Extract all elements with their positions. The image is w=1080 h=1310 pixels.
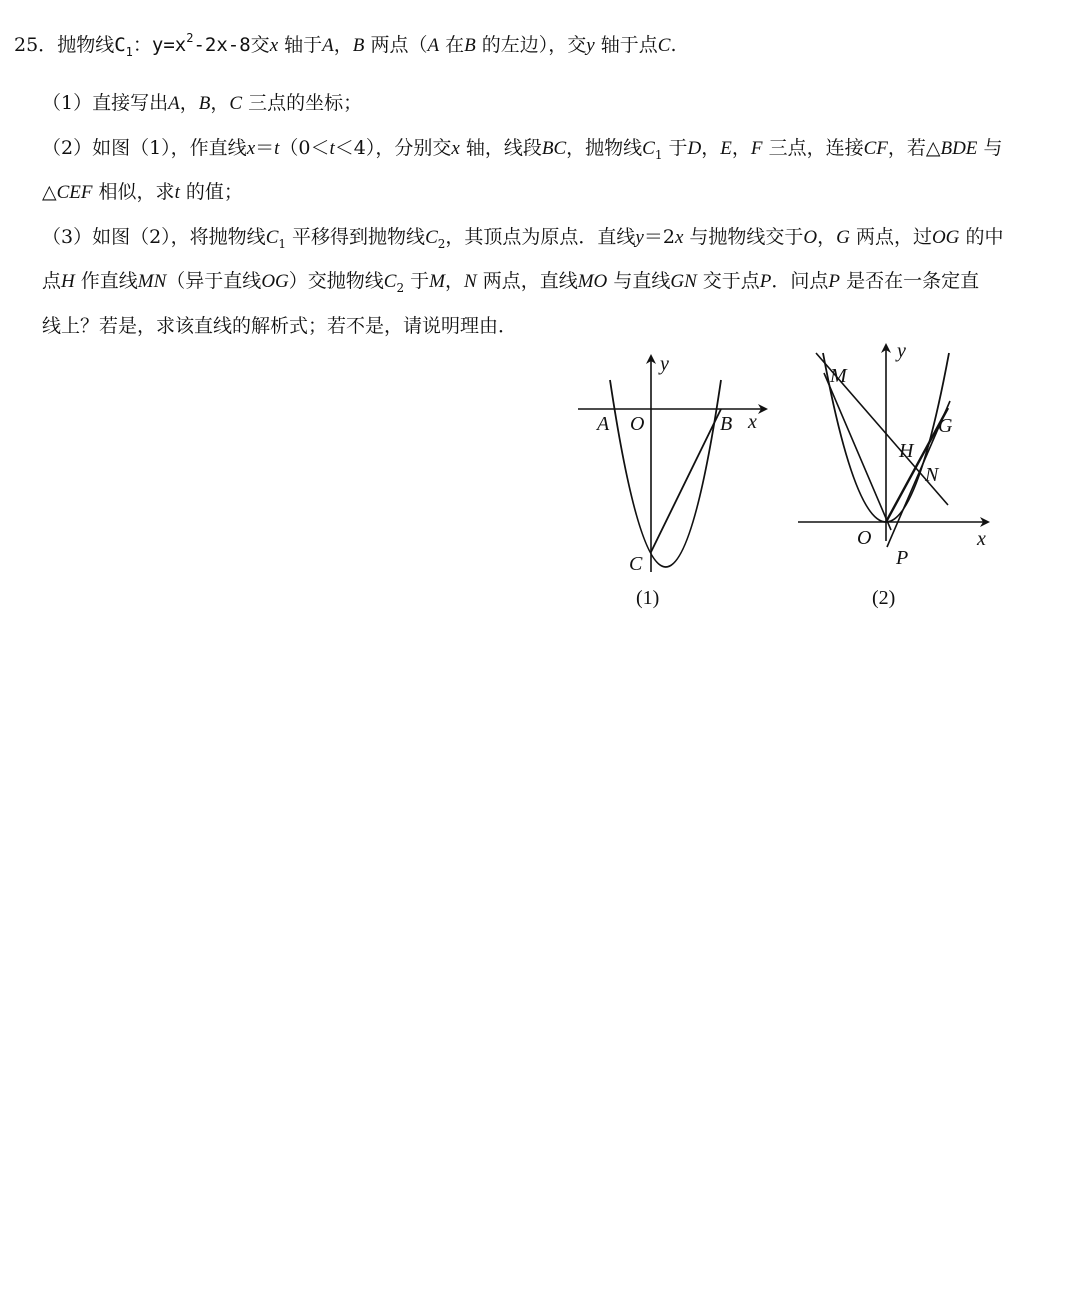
point-label-a: A	[597, 413, 610, 435]
point-label-o: O	[630, 413, 645, 435]
problem-number: 25．	[14, 34, 58, 56]
part-3-line-3: 线上？若是，求该直线的解析式；若不是，请说明理由．	[42, 315, 518, 337]
figure-caption: (2)	[872, 587, 896, 609]
part-3-line-1: （3）如图（2），将抛物线$C_1$ 平移得到抛物线$C_2$，其顶点为原点．直线y＝2x 与抛物线交于O，G 两点，过OG 的中	[42, 226, 1004, 251]
axis-label-y: y	[897, 340, 906, 362]
axis-label-y: y	[660, 353, 669, 375]
part-2-line-2: △CEF 相似，求t 的值；	[42, 181, 243, 203]
part-3-line-2: 点H 作直线MN（异于直线OG）交抛物线$C_2$ 于M，N 两点，直线MO 与直线GN 交于点P．问点P 是否在一条定直	[42, 270, 980, 295]
figure-1	[570, 350, 780, 615]
part-2-line-1: （2）如图（1），作直线x＝t（0＜t＜4），分别交x 轴，线段BC，抛物线$C_1$ 于D，E，F 三点，连接CF，若△BDE 与	[42, 137, 1003, 162]
point-label-p: P	[896, 547, 909, 569]
segment-bc	[651, 409, 721, 552]
point-label-o: O	[857, 527, 872, 549]
axis-label-x: x	[748, 411, 757, 433]
figure-caption: (1)	[636, 587, 660, 609]
parabola-c1	[610, 380, 721, 567]
figure-2	[790, 335, 1000, 615]
point-label-b: B	[720, 413, 733, 435]
line-mo	[824, 373, 891, 530]
point-label-c: C	[629, 553, 643, 575]
point-label-n: N	[925, 464, 939, 486]
part-1: （1）直接写出A，B，C 三点的坐标；	[42, 92, 363, 114]
point-label-h: H	[899, 440, 914, 462]
point-label-m: M	[830, 365, 847, 387]
equation: $C_1$：$y=x^2-2x-8$	[114, 31, 251, 59]
axis-label-x: x	[977, 528, 986, 550]
point-label-g: G	[938, 415, 953, 437]
problem-statement: 25．抛物线$C_1$：$y=x^2-2x-8$交x 轴于A，B 两点（A 在B 的左边），交y 轴于点C.	[14, 31, 677, 59]
